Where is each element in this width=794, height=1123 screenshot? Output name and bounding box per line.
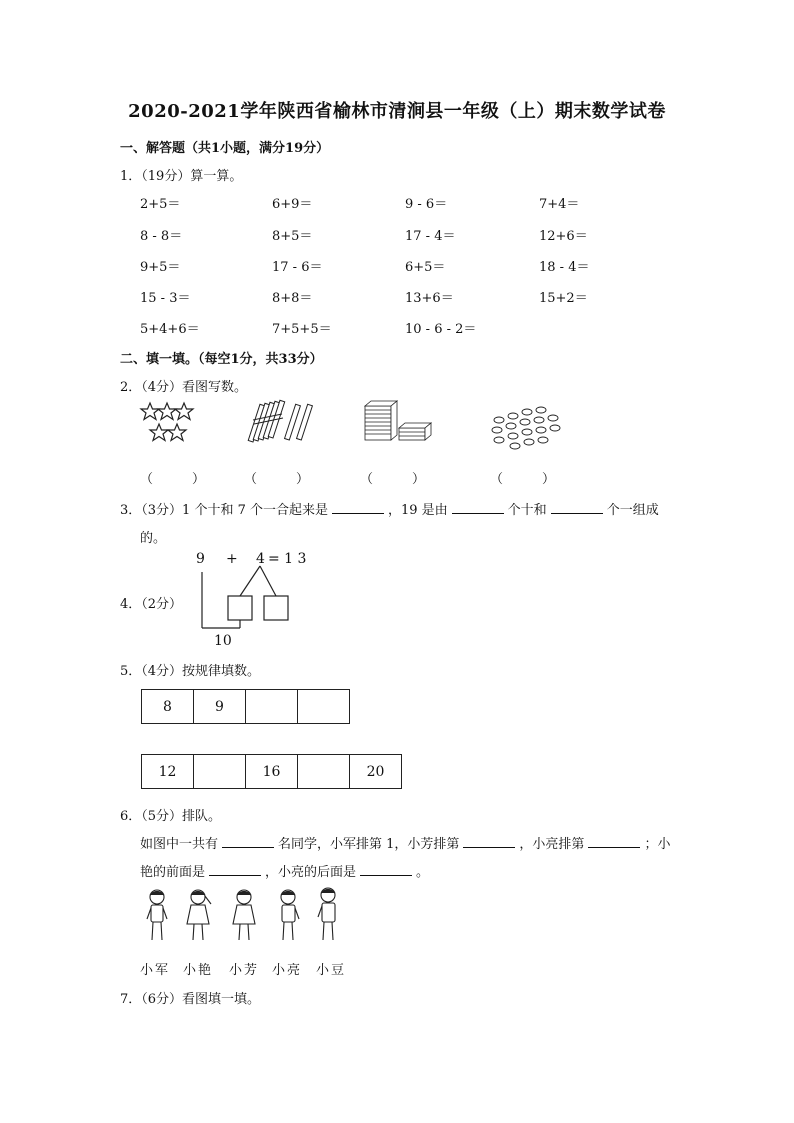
question-6-line-2	[140, 861, 429, 880]
question-7-label: 7．（6分）看图填一填。	[120, 992, 261, 1007]
question-6-text: ，小亮的后面是	[265, 865, 357, 880]
sequence-row-1	[141, 689, 350, 724]
question-1-label: 1．（19分）算一算。	[120, 169, 243, 184]
question-6-line-1	[140, 833, 670, 852]
child-name: 小亮	[272, 963, 303, 978]
question-4-label: 4．（2分）	[120, 597, 183, 612]
sequence-cell: 12	[142, 755, 194, 789]
calc-item: 10 - 6 - 2＝	[405, 322, 477, 337]
child-figure	[144, 888, 170, 944]
sequence-cell: 20	[350, 755, 402, 789]
calc-item: 5+4+6＝	[140, 322, 200, 337]
sequence-cell-blank[interactable]	[194, 755, 246, 789]
sequence-cell: 16	[246, 755, 298, 789]
calc-item: 15 - 3＝	[140, 291, 191, 306]
question-6-text: ，小亮排第	[519, 837, 585, 852]
question-3-text: 个十和	[507, 503, 547, 518]
calc-item: 2+5＝	[140, 197, 181, 212]
question-6-text: 名同学，小军排第 1，小芳排第	[278, 837, 460, 852]
calc-item: 6+9＝	[272, 197, 313, 212]
answer-paren[interactable]: （ ）	[244, 472, 310, 487]
calc-item: 15+2＝	[539, 291, 588, 306]
equation-result: = 1 3	[268, 551, 307, 567]
question-6-text: 。	[416, 865, 430, 880]
child-name: 小豆	[316, 963, 347, 978]
calc-item: 8+8＝	[272, 291, 313, 306]
child-name: 小军	[140, 963, 171, 978]
sequence-cell-blank[interactable]	[246, 690, 298, 724]
sequence-cell-blank[interactable]	[298, 755, 350, 789]
section-2-heading: 二、填一填。（每空1分，共33分）	[120, 352, 323, 367]
question-3-text: ，19 是由	[387, 503, 448, 518]
candies-image	[487, 402, 567, 452]
question-6-text: ；小	[644, 837, 671, 852]
question-3-text: 个一组成	[606, 503, 659, 518]
calc-item: 8+5＝	[272, 229, 313, 244]
calc-item: 18 - 4＝	[539, 260, 590, 275]
answer-blank[interactable]	[452, 501, 504, 514]
answer-paren[interactable]: （ ）	[490, 472, 556, 487]
answer-paren[interactable]: （ ）	[140, 472, 206, 487]
question-6-text: 艳的前面是	[140, 865, 206, 880]
child-name: 小艳	[183, 963, 214, 978]
question-5-label: 5．（4分）按规律填数。	[120, 664, 261, 679]
calc-item: 17 - 6＝	[272, 260, 323, 275]
answer-blank[interactable]	[222, 835, 274, 848]
sequence-cell: 8	[142, 690, 194, 724]
calc-item: 12+6＝	[539, 229, 588, 244]
child-figure	[230, 888, 258, 944]
question-6-label: 6．（5分）排队。	[120, 809, 222, 824]
equation-operator: +	[226, 551, 238, 567]
answer-blank[interactable]	[463, 835, 515, 848]
answer-paren[interactable]: （ ）	[360, 472, 426, 487]
child-figure	[274, 888, 302, 944]
child-name: 小芳	[229, 963, 260, 978]
section-1-heading: 一、解答题（共1小题，满分19分）	[120, 141, 330, 156]
child-figure	[314, 886, 342, 944]
answer-blank[interactable]	[360, 863, 412, 876]
answer-box	[228, 596, 252, 620]
calc-item: 7+4＝	[539, 197, 580, 212]
answer-blank[interactable]	[332, 501, 384, 514]
calc-item: 7+5+5＝	[272, 322, 332, 337]
child-figure	[184, 888, 214, 944]
calc-item: 9 - 6＝	[405, 197, 448, 212]
calc-item: 17 - 4＝	[405, 229, 456, 244]
cubes-image	[363, 400, 433, 445]
question-3	[120, 499, 659, 518]
page-title: 2020-2021学年陕西省榆林市清涧县一年级（上）期末数学试卷	[128, 101, 666, 122]
answer-blank[interactable]	[588, 835, 640, 848]
question-2-label: 2．（4分）看图写数。	[120, 380, 248, 395]
ten-label: 10	[214, 633, 232, 649]
calc-item: 9+5＝	[140, 260, 181, 275]
calc-item: 8 - 8＝	[140, 229, 183, 244]
stars-image	[140, 400, 200, 450]
question-6-text: 如图中一共有	[140, 837, 219, 852]
sequence-cell: 9	[194, 690, 246, 724]
question-3-continuation: 的。	[140, 531, 167, 546]
answer-box	[264, 596, 288, 620]
sequence-cell-blank[interactable]	[298, 690, 350, 724]
question-3-text: 3．（3分）1 个十和 7 个一合起来是	[120, 503, 328, 518]
sequence-row-2	[141, 754, 402, 789]
answer-blank[interactable]	[209, 863, 261, 876]
calc-item: 13+6＝	[405, 291, 454, 306]
calc-item: 6+5＝	[405, 260, 446, 275]
equation-addend-b: 4	[256, 551, 265, 567]
sticks-bundle-image	[248, 398, 318, 448]
answer-blank[interactable]	[551, 501, 603, 514]
decomposition-diagram	[196, 566, 306, 636]
equation-addend-a: 9	[196, 551, 205, 567]
